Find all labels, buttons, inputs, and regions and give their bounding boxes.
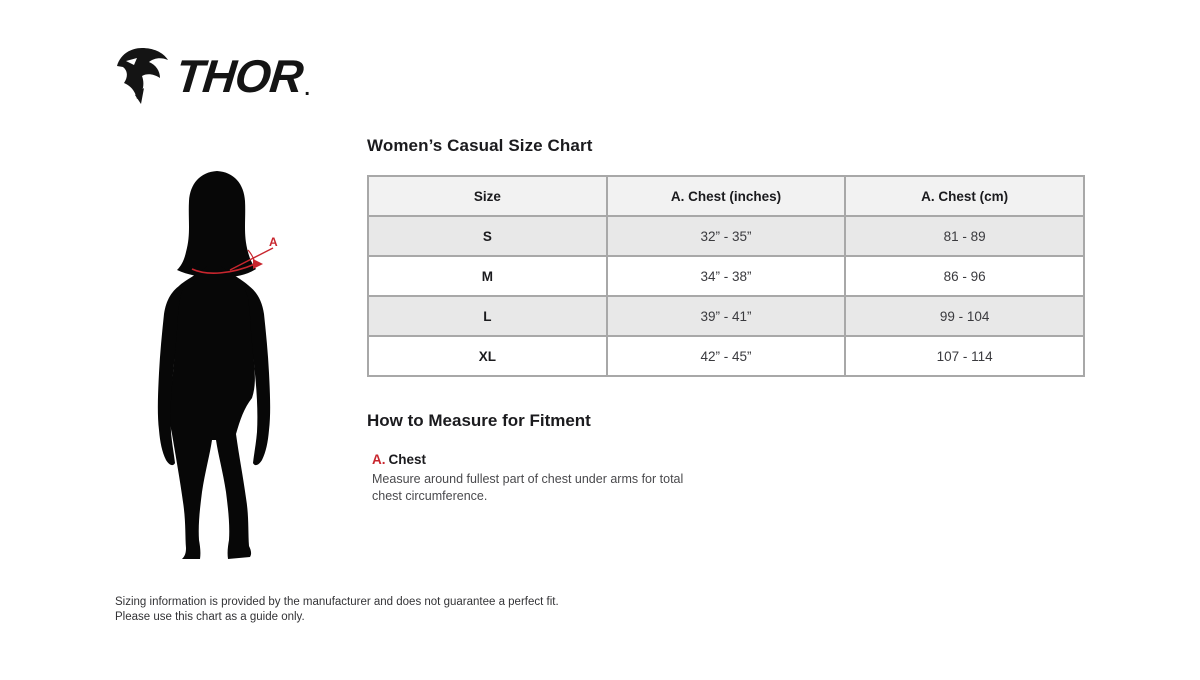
table-row (368, 296, 1084, 336)
column-header-chest-cm: A. Chest (cm) (845, 176, 1084, 216)
size-value: S (368, 216, 607, 256)
how-to-measure-heading: How to Measure for Fitment (367, 411, 591, 430)
chest-inches-value: 32” - 35” (607, 216, 846, 256)
main-content (367, 136, 1085, 506)
size-chart-table (367, 175, 1085, 377)
table-row (368, 216, 1084, 256)
chest-inches-value: 42” - 45” (607, 336, 846, 376)
size-value: L (368, 296, 607, 336)
brand-logo (110, 45, 310, 107)
measure-key-letter: A. (372, 452, 386, 467)
column-header-chest-inches: A. Chest (inches) (607, 176, 846, 216)
table-header-row (368, 176, 1084, 216)
size-value: M (368, 256, 607, 296)
measure-item-chest (372, 452, 1085, 506)
chest-cm-value: 86 - 96 (845, 256, 1084, 296)
annotation-letter-A: A (269, 235, 278, 249)
disclaimer-text (115, 595, 559, 625)
disclaimer-line-1: Sizing information is provided by the manufacturer and does not guarantee a perfect fit. (115, 596, 559, 608)
brand-wordmark: THOR (173, 50, 306, 102)
chest-cm-value: 81 - 89 (845, 216, 1084, 256)
measure-description: Measure around fullest part of chest under arms for total chest circumference. (372, 472, 684, 504)
measure-label: Chest (388, 452, 427, 467)
chest-cm-value: 107 - 114 (845, 336, 1084, 376)
size-value: XL (368, 336, 607, 376)
table-row (368, 336, 1084, 376)
female-silhouette-illustration (152, 168, 308, 568)
chest-cm-value: 99 - 104 (845, 296, 1084, 336)
chest-inches-value: 34” - 38” (607, 256, 846, 296)
thor-horned-head-icon (110, 45, 172, 107)
page-title: Women’s Casual Size Chart (367, 136, 593, 155)
column-header-size: Size (368, 176, 607, 216)
how-to-measure-section (367, 411, 1085, 506)
measurement-figure (152, 168, 308, 568)
brand-wordmark-dot: . (304, 78, 310, 100)
measure-item-title (372, 452, 1085, 467)
table-row (368, 256, 1084, 296)
disclaimer-line-2: Please use this chart as a guide only. (115, 611, 305, 624)
chest-inches-value: 39” - 41” (607, 296, 846, 336)
